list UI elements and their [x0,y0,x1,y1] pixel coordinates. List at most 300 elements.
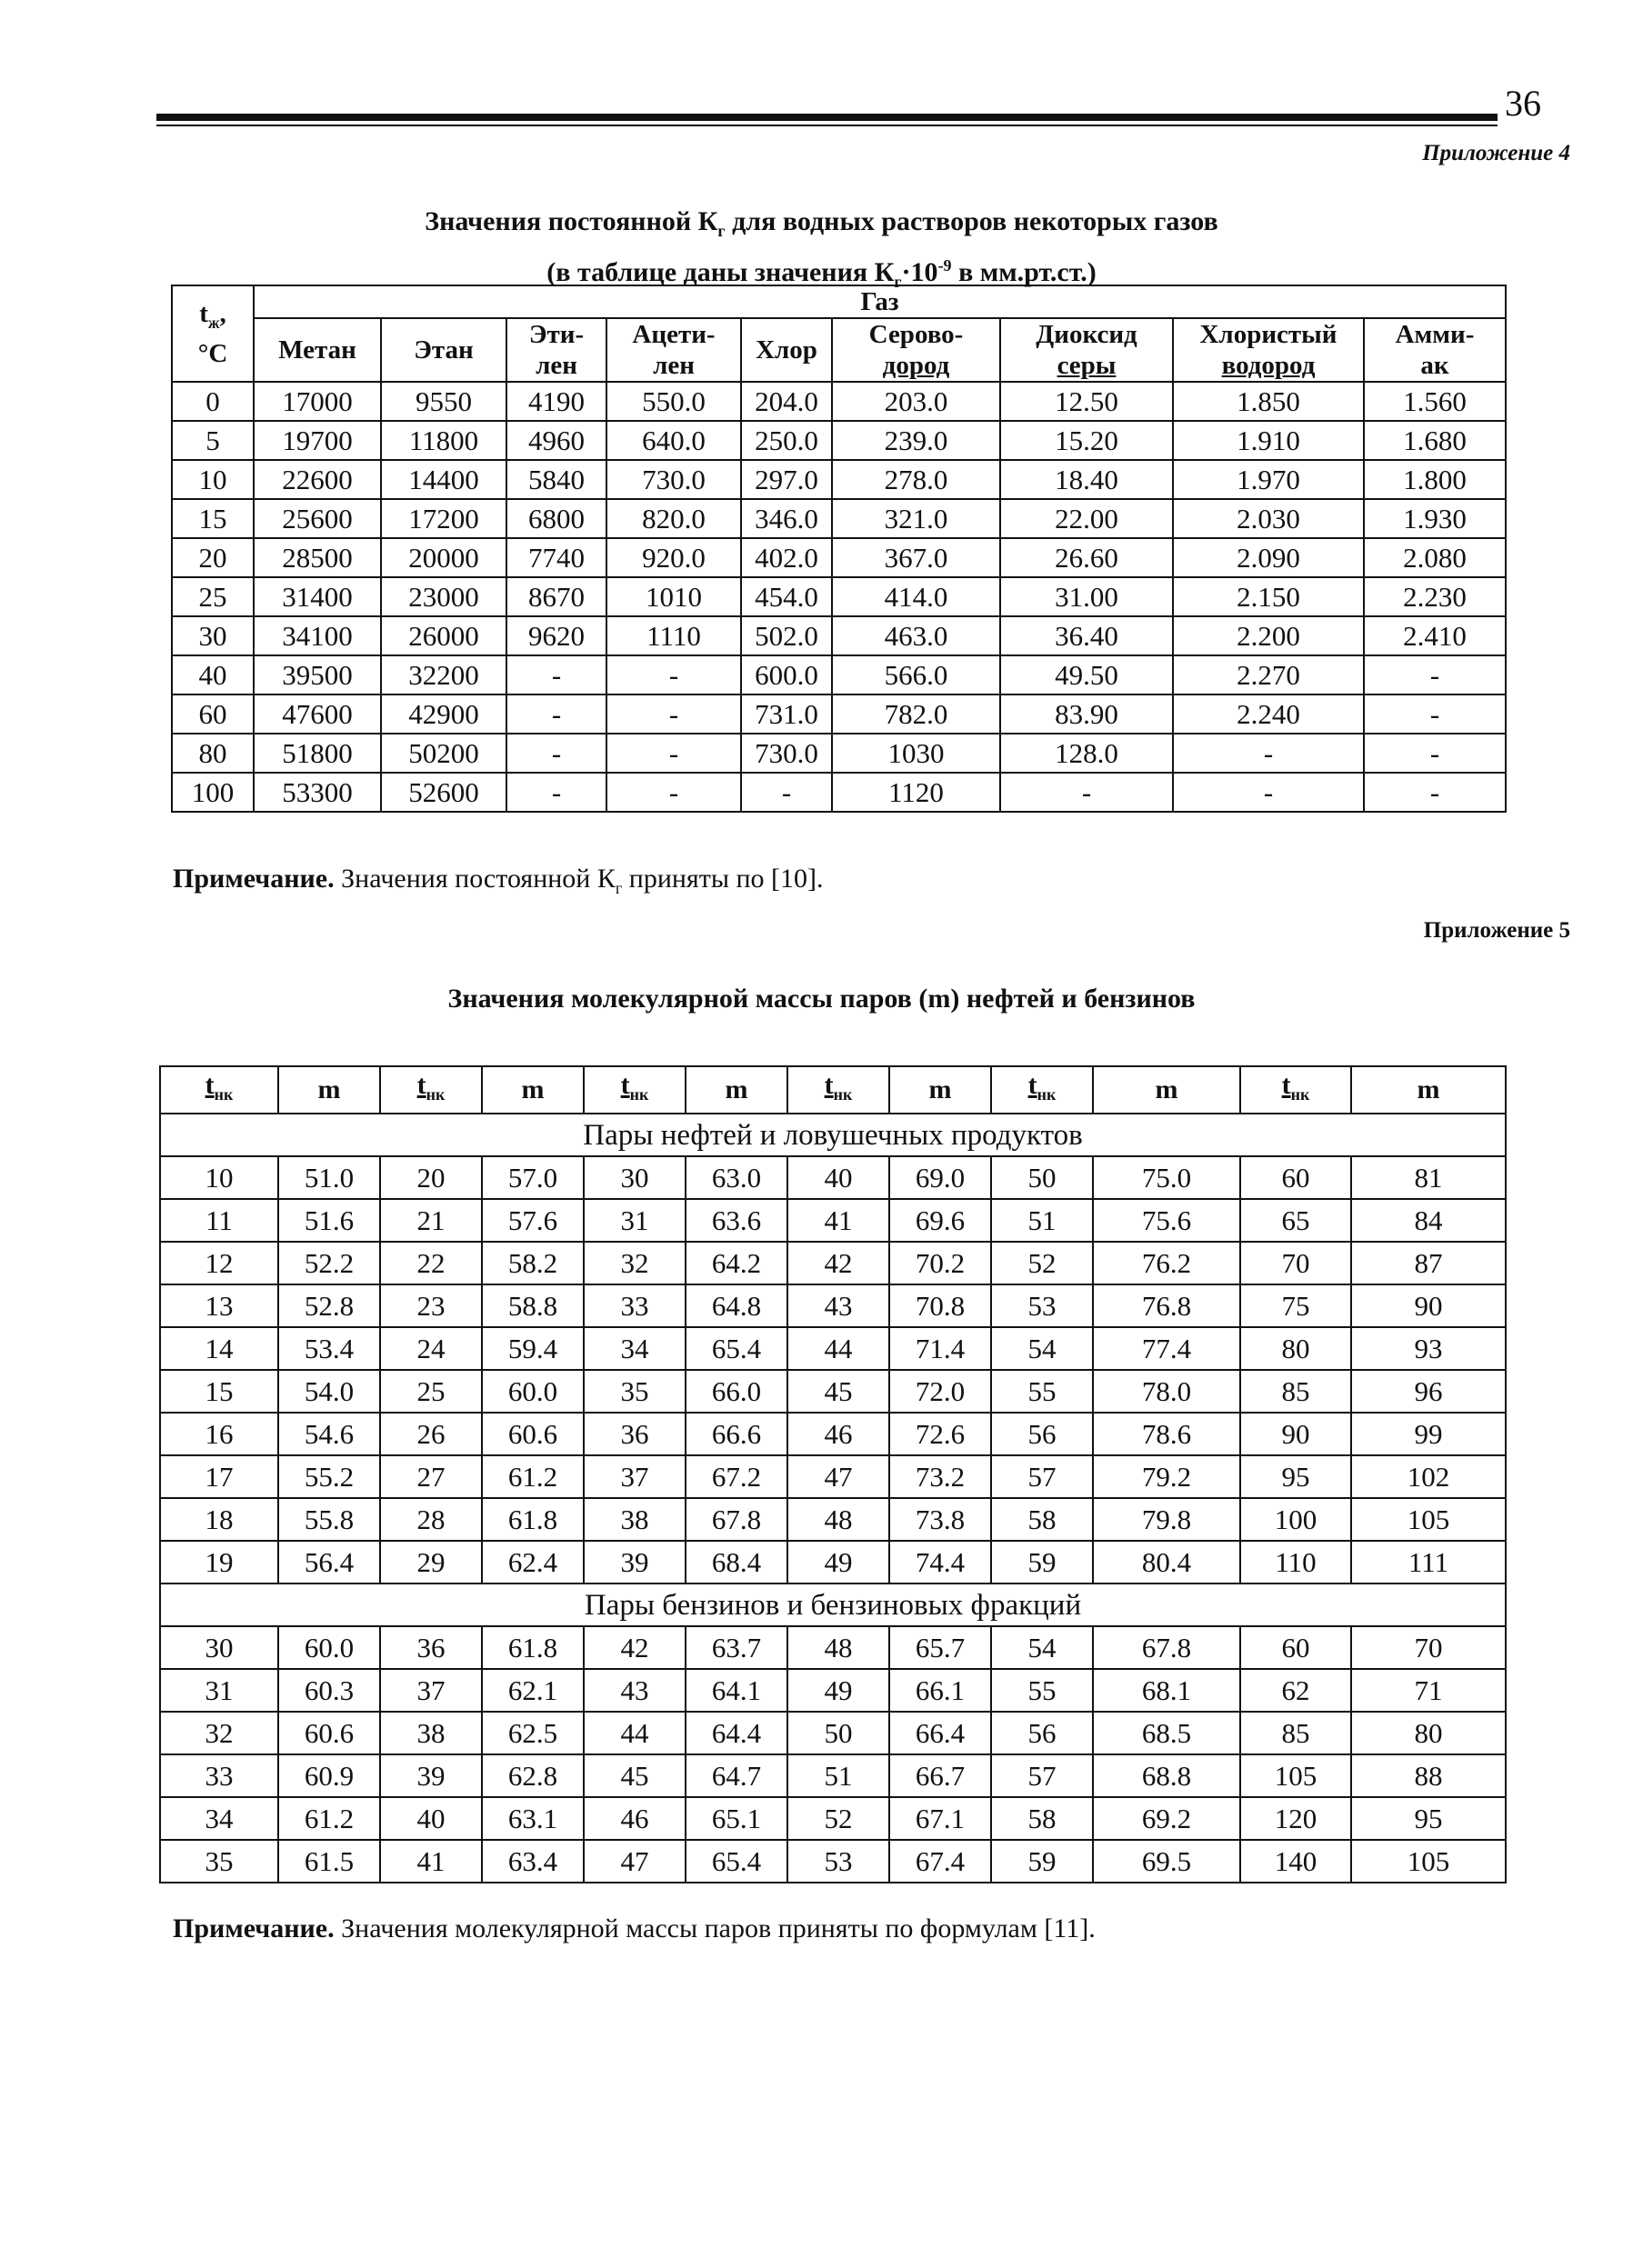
table-cell: 53 [787,1840,889,1883]
table-cell: 64.7 [686,1754,787,1797]
table-cell: 73.2 [889,1455,991,1498]
table-cell: 19700 [254,421,381,460]
page-number: 36 [1505,83,1541,124]
table-cell: 1010 [606,577,741,616]
table-cell: 42 [787,1242,889,1284]
table-cell: 85 [1240,1370,1351,1413]
table-cell: 5 [172,421,254,460]
note-label: Примечание. [173,1913,335,1943]
table-cell: 1.850 [1173,382,1364,421]
table-cell: 30 [160,1626,278,1669]
table-cell: - [1364,734,1506,773]
table-cell: 63.4 [482,1840,584,1883]
table-cell: 29 [380,1541,482,1584]
table-cell: 1.970 [1173,460,1364,499]
table-cell: - [1000,773,1173,812]
table-cell: 54 [991,1626,1093,1669]
table-cell: 30 [172,616,254,655]
table-cell: - [1364,655,1506,694]
table-cell: 69.5 [1093,1840,1240,1883]
table-cell: 55 [991,1669,1093,1712]
table-cell: 18 [160,1498,278,1541]
table-cell: 11800 [381,421,506,460]
table-cell: 42900 [381,694,506,734]
table-cell: 41 [380,1840,482,1883]
table-cell: 820.0 [606,499,741,538]
table-cell: 25 [380,1370,482,1413]
note-label: Примечание. [173,864,335,894]
table-cell: - [606,734,741,773]
table-cell: 22 [380,1242,482,1284]
table-cell: 26000 [381,616,506,655]
table-cell: 68.5 [1093,1712,1240,1754]
table-cell: 140 [1240,1840,1351,1883]
table-cell: 55.2 [278,1455,380,1498]
table-row [160,1242,1506,1284]
table-cell: 45 [584,1754,686,1797]
table-cell: 52.8 [278,1284,380,1327]
table-cell: 4190 [506,382,606,421]
table-cell: 35 [160,1840,278,1883]
table-row [160,1284,1506,1327]
table-cell: 49.50 [1000,655,1173,694]
table-cell: 2.090 [1173,538,1364,577]
table-cell: 128.0 [1000,734,1173,773]
appendix-5-label: Приложение 5 [1423,918,1570,943]
table-cell: 22.00 [1000,499,1173,538]
table-cell: 38 [584,1498,686,1541]
table-cell: 39 [380,1754,482,1797]
table-cell: 79.8 [1093,1498,1240,1541]
table-cell: 55 [991,1370,1093,1413]
table-cell: 64.8 [686,1284,787,1327]
table-cell: 78.0 [1093,1370,1240,1413]
table-cell: 17 [160,1455,278,1498]
table-cell: 23000 [381,577,506,616]
gas-header: Амми- ак [1364,318,1506,382]
table-cell: 31 [584,1199,686,1242]
table-cell: 95 [1240,1455,1351,1498]
table-cell: - [506,655,606,694]
table-cell: 30 [584,1156,686,1199]
table-cell: 9620 [506,616,606,655]
table-row [160,1413,1506,1455]
table-cell: 120 [1240,1797,1351,1840]
table-cell: 2.230 [1364,577,1506,616]
table-cell: 46 [787,1413,889,1455]
table-cell: 75 [1240,1284,1351,1327]
table-cell: 10 [160,1156,278,1199]
table-cell: 52 [991,1242,1093,1284]
table-cell: 730.0 [606,460,741,499]
table-cell: 70.8 [889,1284,991,1327]
table-row [172,773,1506,812]
table-row [160,1840,1506,1883]
table-cell: 600.0 [741,655,832,694]
table-cell: 6800 [506,499,606,538]
table-cell: 56.4 [278,1541,380,1584]
section-row [160,1114,1506,1156]
table-cell: 61.2 [482,1455,584,1498]
table-cell: 85 [1240,1712,1351,1754]
table-cell: 60.0 [482,1370,584,1413]
table-cell: 66.7 [889,1754,991,1797]
table-cell: 65.7 [889,1626,991,1669]
table-cell: - [606,773,741,812]
table-cell: 73.8 [889,1498,991,1541]
appendix-4-note [173,864,824,898]
column-header: m [889,1066,991,1114]
table-cell: 34100 [254,616,381,655]
table-cell: 105 [1351,1840,1506,1883]
table-cell: 321.0 [832,499,1000,538]
table-cell: 26 [380,1413,482,1455]
table-cell: 1.560 [1364,382,1506,421]
table-cell: 64.1 [686,1669,787,1712]
table-cell: 0 [172,382,254,421]
gas-header: Хлор [741,318,832,382]
table-cell: 7740 [506,538,606,577]
table-row [160,1669,1506,1712]
gas-header: Серово- дород [832,318,1000,382]
table-cell: 53300 [254,773,381,812]
table-cell: 640.0 [606,421,741,460]
table-cell: 53 [991,1284,1093,1327]
table-cell: 59 [991,1541,1093,1584]
table-cell: 920.0 [606,538,741,577]
table-cell: 50 [787,1712,889,1754]
table-cell: 102 [1351,1455,1506,1498]
table-cell: 80 [1240,1327,1351,1370]
table-cell: 54 [991,1327,1093,1370]
table-cell: 75.0 [1093,1156,1240,1199]
table-cell: 75.6 [1093,1199,1240,1242]
table-cell: - [1364,773,1506,812]
table-row [172,538,1506,577]
table-cell: 65.4 [686,1840,787,1883]
table-cell: 60.3 [278,1669,380,1712]
table-cell: 2.410 [1364,616,1506,655]
table-cell: 28 [380,1498,482,1541]
table-cell: 22600 [254,460,381,499]
table-cell: 61.8 [482,1498,584,1541]
table-cell: 48 [787,1626,889,1669]
table-cell: 70 [1240,1242,1351,1284]
table-cell: 83.90 [1000,694,1173,734]
table-cell: 37 [380,1669,482,1712]
table-cell: 81 [1351,1156,1506,1199]
table-cell: 71 [1351,1669,1506,1712]
table-cell: 43 [584,1669,686,1712]
table-cell: 60 [172,694,254,734]
table-cell: 20 [172,538,254,577]
table-cell: 2.270 [1173,655,1364,694]
table-cell: 50200 [381,734,506,773]
table-cell: - [1173,773,1364,812]
column-header: $t_{нк}$ [991,1066,1093,1114]
table-cell: 2.080 [1364,538,1506,577]
table-cell: 67.8 [686,1498,787,1541]
table-cell: 57 [991,1754,1093,1797]
table-cell: 62.4 [482,1541,584,1584]
table-cell: 1.680 [1364,421,1506,460]
table-cell: 566.0 [832,655,1000,694]
gas-header: Диоксид серы [1000,318,1173,382]
table-cell: 63.1 [482,1797,584,1840]
gas-header: Хлористый водород [1173,318,1364,382]
table-cell: 56 [991,1712,1093,1754]
table-cell: 43 [787,1284,889,1327]
table-cell: 58 [991,1797,1093,1840]
table-row [172,460,1506,499]
gas-group-header: Газ [254,285,1506,318]
table-cell: 110 [1240,1541,1351,1584]
table-cell: 53.4 [278,1327,380,1370]
table-cell: 28500 [254,538,381,577]
table-cell: 69.0 [889,1156,991,1199]
table-cell: 51 [787,1754,889,1797]
table-row [160,1541,1506,1584]
table-cell: 47600 [254,694,381,734]
table-cell: 47 [584,1840,686,1883]
table-cell: 47 [787,1455,889,1498]
table-cell: 23 [380,1284,482,1327]
appendix-5-title: Значения молекулярной массы паров (m) нефтей и бензинов [447,984,1196,1014]
table-cell: - [606,655,741,694]
table-cell: 10 [172,460,254,499]
table-cell: 15.20 [1000,421,1173,460]
table-cell: 67.8 [1093,1626,1240,1669]
table-cell: 2.240 [1173,694,1364,734]
table-cell: 1.930 [1364,499,1506,538]
table-row [172,382,1506,421]
table-cell: 59 [991,1840,1093,1883]
table-cell: 40 [787,1156,889,1199]
table-cell: 58.2 [482,1242,584,1284]
table-cell: 239.0 [832,421,1000,460]
table-cell: 42 [584,1626,686,1669]
table-cell: 40 [380,1797,482,1840]
table-cell: 71.4 [889,1327,991,1370]
table-cell: 36.40 [1000,616,1173,655]
table-cell: 1.910 [1173,421,1364,460]
table-cell: 57 [991,1455,1093,1498]
table-cell: 74.4 [889,1541,991,1584]
table-cell: 96 [1351,1370,1506,1413]
table-cell: 64.4 [686,1712,787,1754]
table-cell: 2.200 [1173,616,1364,655]
table-cell: 68.4 [686,1541,787,1584]
table-cell: 60.6 [482,1413,584,1455]
table-cell: 62.8 [482,1754,584,1797]
table-cell: 51.6 [278,1199,380,1242]
gas-header: Ацети- лен [606,318,741,382]
table-cell: 60.0 [278,1626,380,1669]
table-cell: 45 [787,1370,889,1413]
table-cell: 550.0 [606,382,741,421]
table-row [172,499,1506,538]
table-cell: 67.4 [889,1840,991,1883]
table-row [172,734,1506,773]
table-cell: 48 [787,1498,889,1541]
appendix-5-note [173,1913,1096,1944]
table-cell: 782.0 [832,694,1000,734]
henry-constant-table [171,285,1507,813]
table-cell: 402.0 [741,538,832,577]
table-cell: 20000 [381,538,506,577]
table-row [172,694,1506,734]
table-cell: 37 [584,1455,686,1498]
table-cell: - [1173,734,1364,773]
table-cell: 63.0 [686,1156,787,1199]
table-cell: 25 [172,577,254,616]
table-cell: 58 [991,1498,1093,1541]
table-cell: 278.0 [832,460,1000,499]
table-cell: 57.0 [482,1156,584,1199]
column-header: $t_{нк}$ [1240,1066,1351,1114]
table-cell: 24 [380,1327,482,1370]
table-cell: 77.4 [1093,1327,1240,1370]
table-cell: 15 [172,499,254,538]
table-cell: 111 [1351,1541,1506,1584]
table-cell: 52600 [381,773,506,812]
table-cell: 62.1 [482,1669,584,1712]
table-cell: 14400 [381,460,506,499]
table-cell: 52 [787,1797,889,1840]
table-row [160,1156,1506,1199]
table-cell: 64.2 [686,1242,787,1284]
table-cell: 63.6 [686,1199,787,1242]
table-cell: 78.6 [1093,1413,1240,1455]
table-cell: 4960 [506,421,606,460]
table-cell: 36 [584,1413,686,1455]
table-cell: 66.1 [889,1669,991,1712]
table-cell: 731.0 [741,694,832,734]
table-row [172,577,1506,616]
table-cell: 51800 [254,734,381,773]
table-cell: 100 [172,773,254,812]
table-row [160,1626,1506,1669]
gas-header: Этан [381,318,506,382]
appendix-4-title-line1: Значения постоянной $К_г$ для водных растворов некоторых газов [425,206,1218,240]
section-row [160,1584,1506,1626]
section-label: Пары бензинов и бензиновых фракций [160,1584,1506,1626]
table-cell: 72.6 [889,1413,991,1455]
header-rule [156,114,1498,121]
table-cell: 463.0 [832,616,1000,655]
table-row [160,1370,1506,1413]
table-cell: 65.4 [686,1327,787,1370]
table-cell: 1.800 [1364,460,1506,499]
table-row [160,1712,1506,1754]
table-cell: 62.5 [482,1712,584,1754]
table-cell: 65 [1240,1199,1351,1242]
table-cell: 31400 [254,577,381,616]
column-header: m [686,1066,787,1114]
table-cell: 27 [380,1455,482,1498]
table-cell: 70.2 [889,1242,991,1284]
table-cell: 414.0 [832,577,1000,616]
appendix-4-label: Приложение 4 [1422,141,1570,165]
table-cell: 60 [1240,1626,1351,1669]
table-cell: 55.8 [278,1498,380,1541]
table-row [172,655,1506,694]
table-cell: 25600 [254,499,381,538]
table-cell: 80 [172,734,254,773]
table-cell: 9550 [381,382,506,421]
column-header: m [482,1066,584,1114]
column-header: $t_{нк}$ [160,1066,278,1114]
table-cell: 8670 [506,577,606,616]
table-cell: 66.4 [889,1712,991,1754]
table-cell: 297.0 [741,460,832,499]
table-cell: 105 [1240,1754,1351,1797]
table-cell: 51.0 [278,1156,380,1199]
table-cell: 51 [991,1199,1093,1242]
table-cell: 34 [160,1797,278,1840]
table-cell: 250.0 [741,421,832,460]
table-cell: - [506,734,606,773]
column-header: m [278,1066,380,1114]
table-cell: 39500 [254,655,381,694]
table-cell: 367.0 [832,538,1000,577]
table-cell: 203.0 [832,382,1000,421]
table-cell: 11 [160,1199,278,1242]
table-cell: 49 [787,1541,889,1584]
table-cell: 19 [160,1541,278,1584]
table-cell: 31 [160,1669,278,1712]
table-cell: 95 [1351,1797,1506,1840]
table-cell: 46 [584,1797,686,1840]
table-cell: 2.030 [1173,499,1364,538]
table-row [172,616,1506,655]
table-cell: 454.0 [741,577,832,616]
table-row [160,1754,1506,1797]
table-cell: 60.9 [278,1754,380,1797]
table-cell: - [506,773,606,812]
table-cell: 72.0 [889,1370,991,1413]
table-cell: 105 [1351,1498,1506,1541]
table-cell: 44 [787,1327,889,1370]
table-cell: 68.1 [1093,1669,1240,1712]
table-cell: 87 [1351,1242,1506,1284]
note-text: Значения молекулярной массы паров приняты по формулам [11]. [334,1913,1096,1943]
table-cell: 80.4 [1093,1541,1240,1584]
table-cell: - [1364,694,1506,734]
table-cell: 70 [1351,1626,1506,1669]
table-cell: - [506,694,606,734]
table-cell: 35 [584,1370,686,1413]
table-cell: 90 [1351,1284,1506,1327]
table-cell: 52.2 [278,1242,380,1284]
table-cell: 67.2 [686,1455,787,1498]
table-row [160,1199,1506,1242]
table-cell: 1110 [606,616,741,655]
table-cell: 76.2 [1093,1242,1240,1284]
table-cell: 66.0 [686,1370,787,1413]
table-cell: 65.1 [686,1797,787,1840]
table-cell: 32 [160,1712,278,1754]
table-cell: 33 [584,1284,686,1327]
table-cell: 50 [991,1156,1093,1199]
table-cell: 18.40 [1000,460,1173,499]
table-cell: 100 [1240,1498,1351,1541]
table-cell: 39 [584,1541,686,1584]
table-cell: 56 [991,1413,1093,1455]
table-cell: 21 [380,1199,482,1242]
column-header: $t_{нк}$ [584,1066,686,1114]
table-cell: 90 [1240,1413,1351,1455]
